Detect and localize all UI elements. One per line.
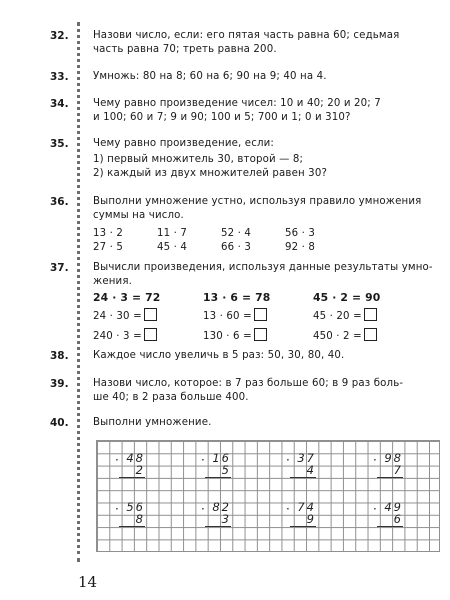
exercise xyxy=(93,328,203,344)
task-line: 2) каждый из двух множителей равен 30? xyxy=(93,168,328,179)
task-number: 36. xyxy=(50,196,69,208)
task-line: и 100; 60 и 7; 9 и 90; 100 и 5; 700 и 1; 0 и 310? xyxy=(93,112,351,123)
exercise-row xyxy=(93,328,439,344)
task-line: Выполни умножение. xyxy=(93,417,212,428)
answer-box[interactable] xyxy=(254,328,267,341)
multiplier: 2 xyxy=(135,463,145,478)
answer-box[interactable] xyxy=(144,328,157,341)
task-line: часть равна 70; треть равна 200. xyxy=(93,44,277,55)
task-line: Чему равно произведение, если: xyxy=(93,138,274,149)
multiplier: 9 xyxy=(306,512,316,527)
expression: 130 · 6 = xyxy=(203,331,252,342)
task-line: суммы на число. xyxy=(93,210,184,221)
expression: 92 · 8 xyxy=(285,242,316,253)
result-line xyxy=(290,526,316,527)
multiplier: 3 xyxy=(221,512,231,527)
task-line: жения. xyxy=(93,276,132,287)
expression: 240 · 3 = xyxy=(93,331,142,342)
multiply-dot: · xyxy=(286,453,290,467)
expression: 13 · 2 xyxy=(93,228,124,239)
task-text xyxy=(93,416,439,430)
result-line xyxy=(119,526,145,527)
multiply-dot: · xyxy=(373,502,377,516)
expression: 13 · 60 = xyxy=(203,311,252,322)
column-multiplication xyxy=(201,500,231,527)
answer-box[interactable] xyxy=(364,328,377,341)
exercise-row xyxy=(93,227,439,241)
exercise xyxy=(313,328,423,344)
task-number: 34. xyxy=(50,98,69,110)
exercise xyxy=(203,308,313,324)
given-result: 13 · 6 = 78 xyxy=(203,291,271,304)
multiplier: 7 xyxy=(393,463,403,478)
multiply-dot: · xyxy=(115,502,119,516)
column-multiplication xyxy=(115,500,145,527)
squared-writing-area[interactable] xyxy=(96,440,440,552)
expression: 11 · 7 xyxy=(157,228,188,239)
expression: 450 · 2 = xyxy=(313,331,362,342)
task-number: 35. xyxy=(50,138,69,150)
exercise xyxy=(93,308,203,324)
multiplicand: 74 xyxy=(297,500,316,514)
task-line: Назови число, которое: в 7 раз больше 60; в 9 раз боль- xyxy=(93,378,404,389)
task-line: Выполни умножение устно, используя правило умножения xyxy=(93,196,422,207)
multiply-dot: · xyxy=(201,453,205,467)
multiplicand: 49 xyxy=(384,500,403,514)
expression: 52 · 4 xyxy=(221,228,252,239)
column-multiplication xyxy=(115,451,145,478)
task-number: 38. xyxy=(50,350,69,362)
column-multiplication xyxy=(373,451,403,478)
column-multiplication xyxy=(286,500,316,527)
answer-box[interactable] xyxy=(364,308,377,321)
exercise xyxy=(203,328,313,344)
expression: 66 · 3 xyxy=(221,242,252,253)
result-line xyxy=(205,477,231,478)
multiplicand: 98 xyxy=(384,451,403,465)
answer-box[interactable] xyxy=(254,308,267,321)
multiplicand: 48 xyxy=(126,451,145,465)
multiplier: 5 xyxy=(221,463,231,478)
multiply-dot: · xyxy=(286,502,290,516)
task-line: ше 40; в 2 раза больше 400. xyxy=(93,392,249,403)
task-number: 32. xyxy=(50,30,69,42)
dotted-margin-line xyxy=(77,22,80,562)
multiply-dot: · xyxy=(201,502,205,516)
task-text xyxy=(93,377,439,405)
given-results-row xyxy=(93,291,439,305)
answer-box[interactable] xyxy=(144,308,157,321)
task-text xyxy=(93,349,439,363)
task-line: Умножь: 80 на 8; 60 на 6; 90 на 9; 40 на 4. xyxy=(93,71,327,82)
multiplicand: 82 xyxy=(212,500,231,514)
task-number: 40. xyxy=(50,417,69,429)
exercise xyxy=(313,308,423,324)
column-multiplication xyxy=(201,451,231,478)
task-text xyxy=(93,70,439,84)
task-text xyxy=(93,261,439,344)
result-line xyxy=(119,477,145,478)
task-line: Назови число, если: его пятая часть равна 60; седьмая xyxy=(93,30,400,41)
column-multiplication xyxy=(286,451,316,478)
task-text xyxy=(93,29,439,57)
task-text xyxy=(93,137,439,181)
task-line: 1) первый множитель 30, второй — 8; xyxy=(93,154,304,165)
task-line: Чему равно произведение чисел: 10 и 40; 20 и 20; 7 xyxy=(93,98,381,109)
task-number: 39. xyxy=(50,378,69,390)
result-line xyxy=(377,526,403,527)
multiplicand: 16 xyxy=(212,451,231,465)
column-multiplication xyxy=(373,500,403,527)
given-result: 24 · 3 = 72 xyxy=(93,291,161,304)
task-text xyxy=(93,195,439,255)
task-line: Вычисли произведения, используя данные результаты умно- xyxy=(93,262,433,273)
expression: 27 · 5 xyxy=(93,242,124,253)
task-text xyxy=(93,97,439,125)
multiplicand: 56 xyxy=(126,500,145,514)
exercise-row xyxy=(93,241,439,255)
task-number: 37. xyxy=(50,262,69,274)
expression: 45 · 4 xyxy=(157,242,188,253)
multiplier: 4 xyxy=(306,463,316,478)
multiply-dot: · xyxy=(115,453,119,467)
expression: 56 · 3 xyxy=(285,228,316,239)
result-line xyxy=(377,477,403,478)
task-line: Каждое число увеличь в 5 раз: 50, 30, 80, 40. xyxy=(93,350,345,361)
result-line xyxy=(205,526,231,527)
task-number: 33. xyxy=(50,71,69,83)
multiplier: 8 xyxy=(135,512,145,527)
exercise-row xyxy=(93,308,439,324)
given-result: 45 · 2 = 90 xyxy=(313,291,381,304)
multiplicand: 37 xyxy=(297,451,316,465)
multiply-dot: · xyxy=(373,453,377,467)
page-number: 14 xyxy=(78,573,98,591)
multiplier: 6 xyxy=(393,512,403,527)
result-line xyxy=(290,477,316,478)
expression: 45 · 20 = xyxy=(313,311,362,322)
expression: 24 · 30 = xyxy=(93,311,142,322)
